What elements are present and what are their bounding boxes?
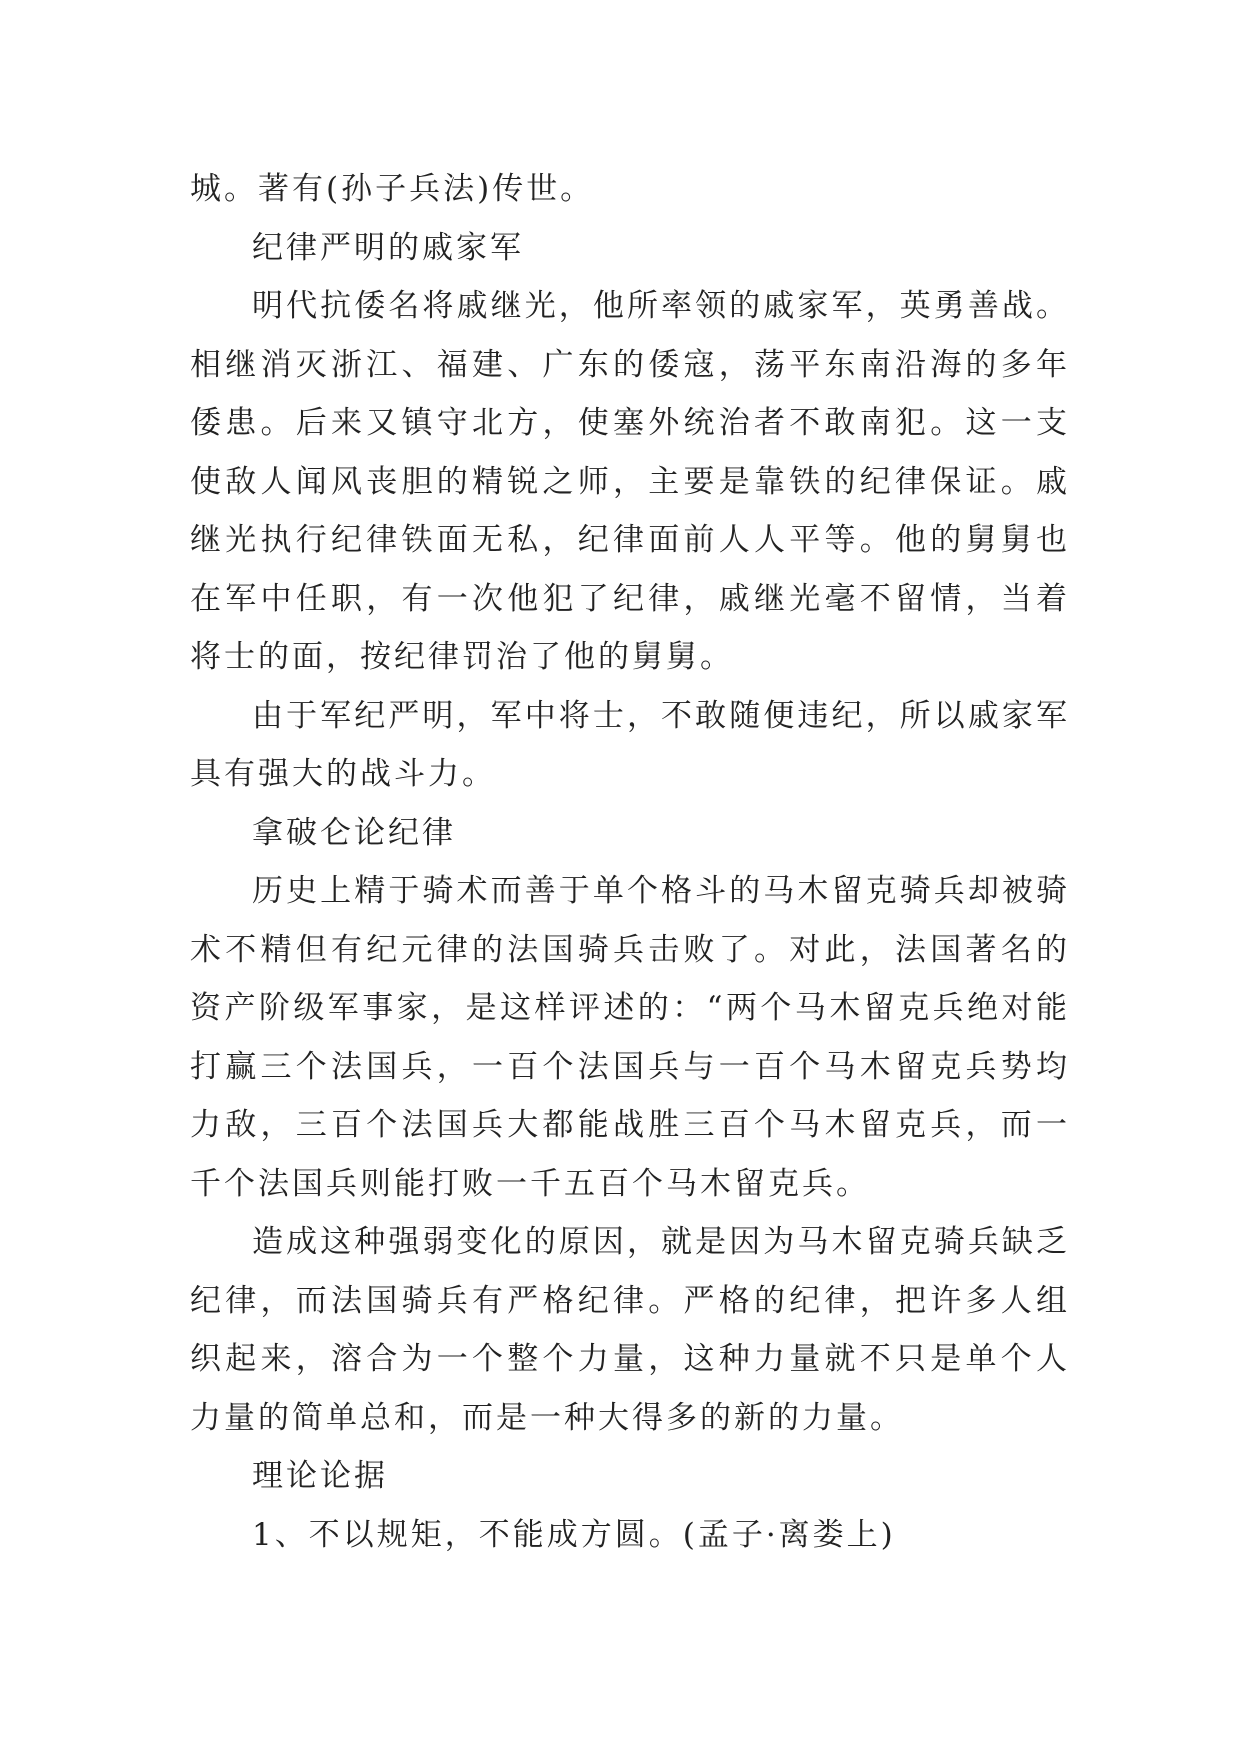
- section-heading-napoleon: 拿破仑论纪律: [252, 814, 456, 851]
- paragraph-qi-army-strength: 由于军纪严明，军中将士，不敢随便违纪，所以戚家军具有强大的战斗力。: [190, 697, 1070, 792]
- paragraph-discipline-reason: 造成这种强弱变化的原因，就是因为马木留克骑兵缺乏纪律，而法国骑兵有严格纪律。严格的纪律，把许多人组织起来，溶合为一个整个力量，这种力量就不只是单个人力量的简单总和，而是一种大得多的新的力量。: [190, 1224, 1070, 1436]
- paragraph-qi-jiguang: 明代抗倭名将戚继光，他所率领的戚家军，英勇善战。相继消灭浙江、福建、广东的倭寇，荡平东南沿海的多年倭患。后来又镇守北方，使塞外统治者不敢南犯。这一支使敌人闻风丧胆的精锐之师，主要是靠铁的纪律保证。戚继光执行纪律铁面无私，纪律面前人人平等。他的舅舅也在军中任职，有一次他犯了纪律，戚继光毫不留情，当着将士的面，按纪律罚治了他的舅舅。: [190, 288, 1070, 675]
- document-body: [190, 160, 1070, 1564]
- section-heading-qi-army: 纪律严明的戚家军: [252, 229, 524, 266]
- paragraph-sunzi-ending: 城。著有(孙子兵法)传世。: [190, 171, 595, 207]
- section-heading-theory: 理论论据: [252, 1458, 388, 1494]
- paragraph-mamluk-cavalry: 历史上精于骑术而善于单个格斗的马木留克骑兵却被骑术不精但有纪元律的法国骑兵击败了。对此，法国著名的资产阶级军事家，是这样评述的：“两个马木留克兵绝对能打赢三个法国兵，一百个法国兵与一百个马木留克兵势均力敌，三百个法国兵大都能战胜三百个马木留克兵，而一千个法国兵则能打败一千五百个马木留克兵。: [190, 873, 1070, 1202]
- paragraph-mencius-quote: 1、不以规矩，不能成方圆。(孟子·离娄上): [252, 1516, 896, 1553]
